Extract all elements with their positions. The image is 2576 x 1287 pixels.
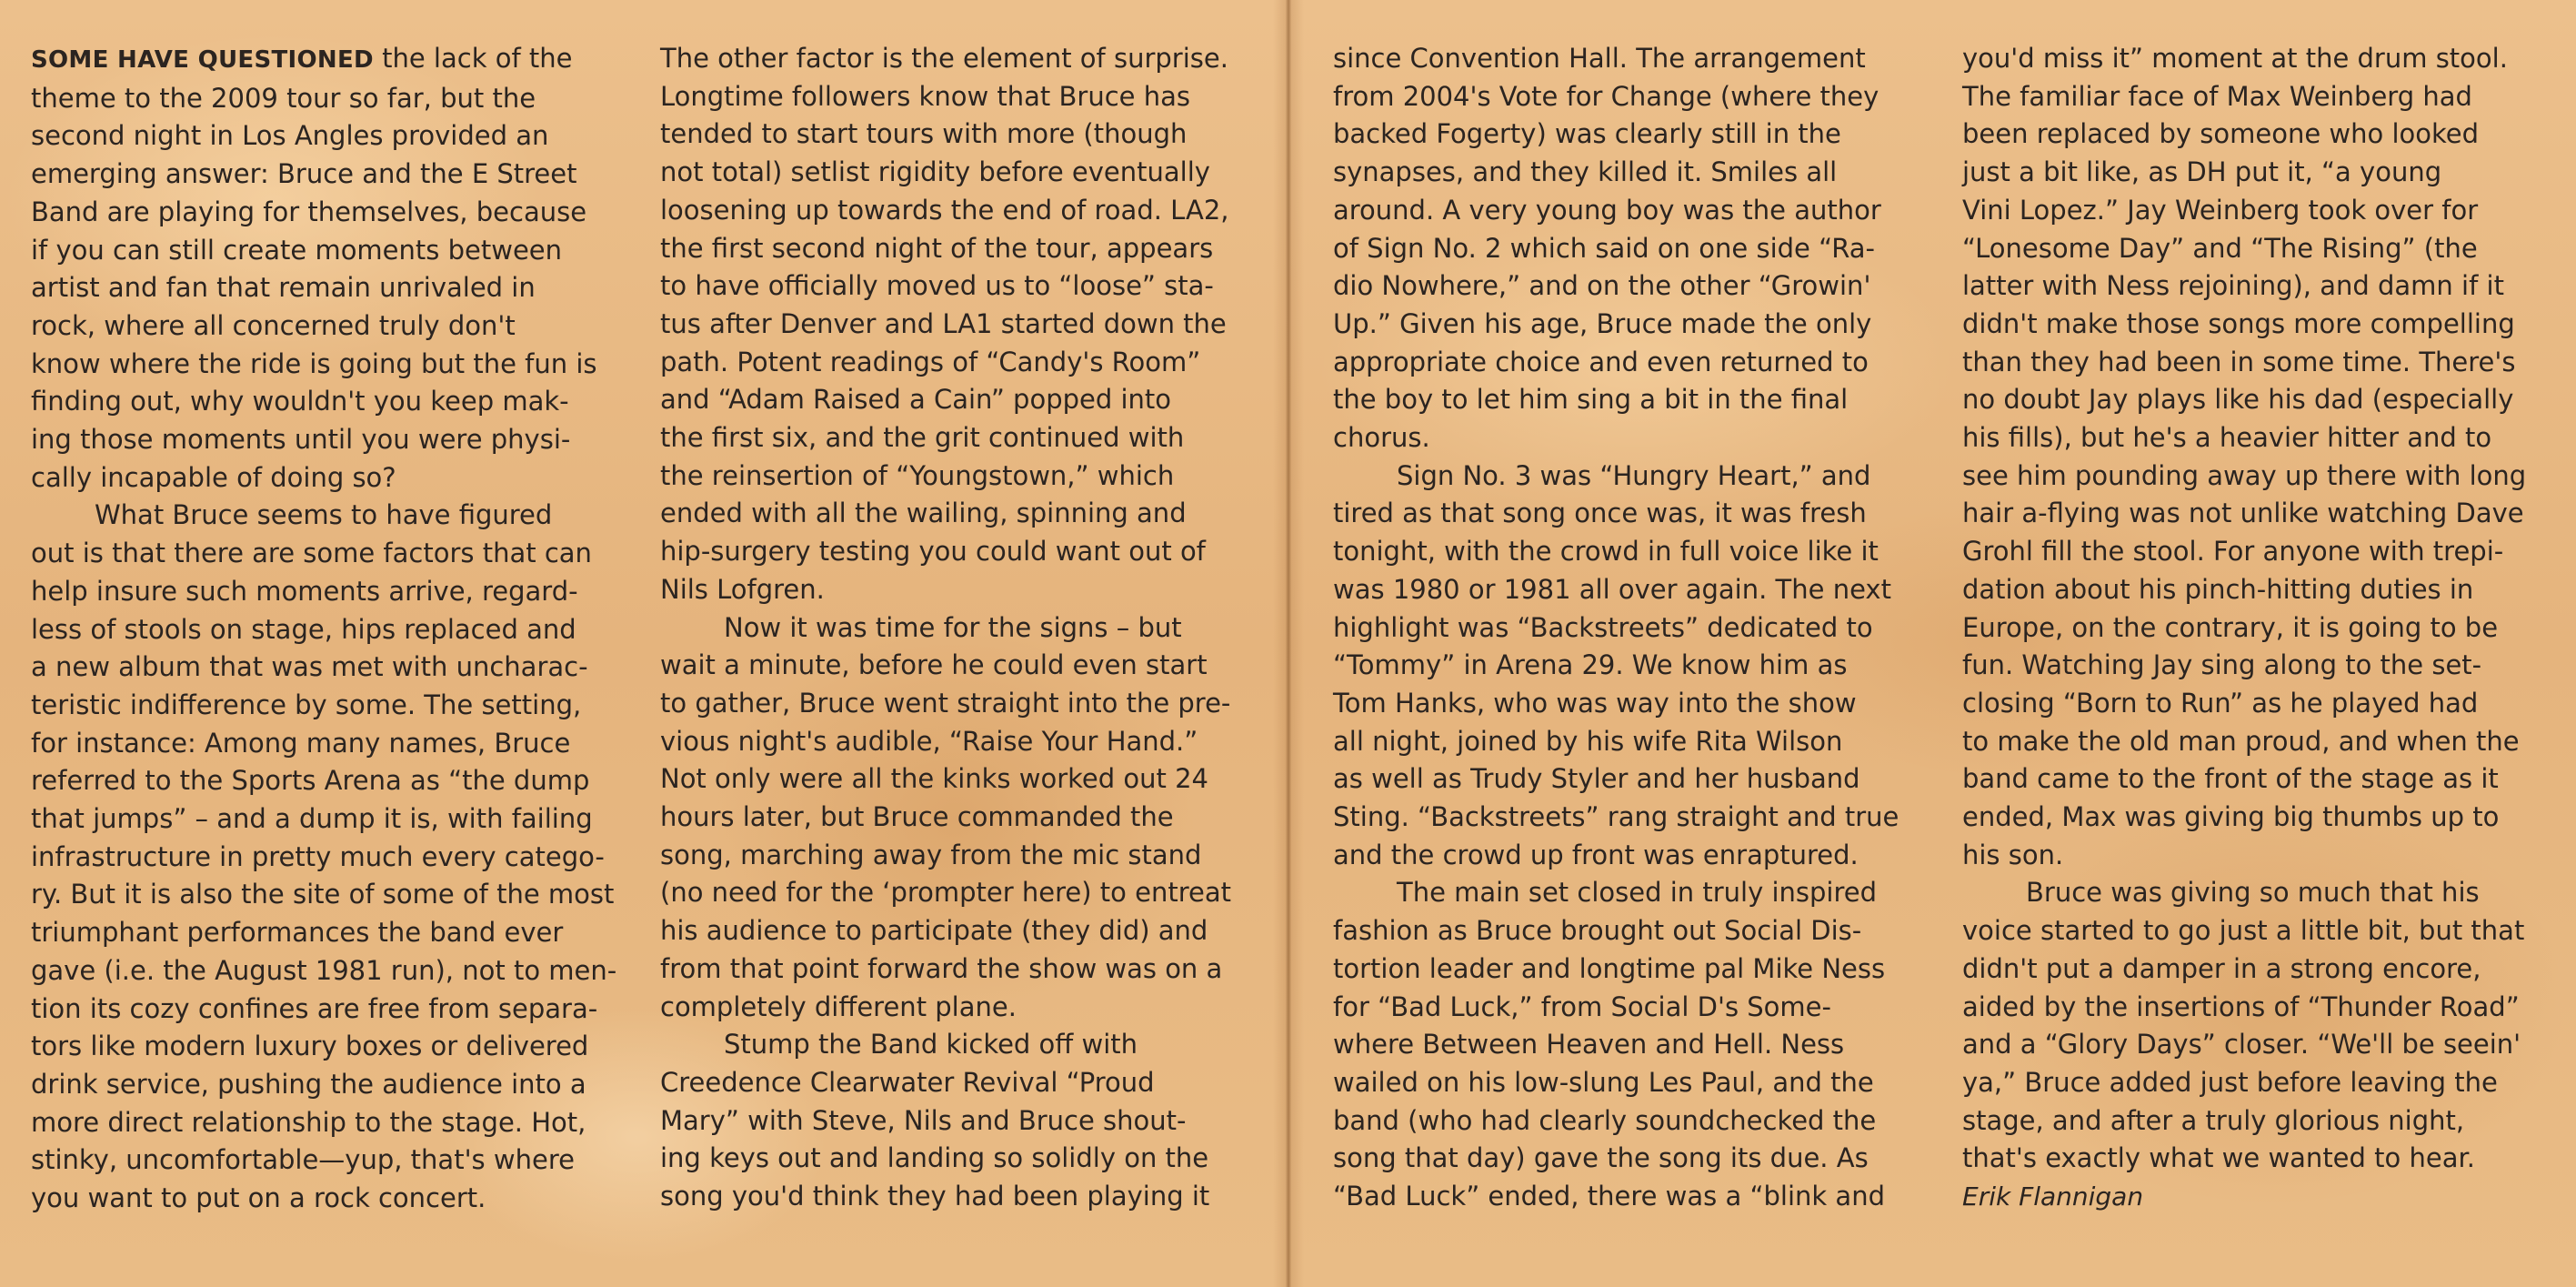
paragraph: The other factor is the element of surprise. Longtime followers know that Bruce has tended to start tours with more (though not total) setlist rigidity before eventually loosening up towards the end of road. LA2, the first second night of the tour, appears to have officially moved us to “loose” sta- tus after Denver and LA1 started down the path. Potent readings of “Candy's Room” and “Adam Raised a Cain” popped into the first six, and the grit continued with the reinsertion of “Youngstown,” which ended with all the wailing, spinning and hip-surgery testing you could want out of Nils Lofgren. xyxy=(660,43,1229,605)
page-gutter xyxy=(1273,0,1304,1287)
paragraph: Stump the Band kicked off with Creedence Clearwater Revival “Proud Mary” with Steve, Nils and Bruce shout- ing keys out and landing so solidly on the song you'd think they had been playing it xyxy=(660,1029,1210,1212)
article-column-1 xyxy=(31,40,620,1218)
author-byline: Erik Flannigan xyxy=(1962,1181,2144,1212)
lead-in-caps: SOME HAVE QUESTIONED xyxy=(31,46,374,74)
article-column-4 xyxy=(1962,40,2550,1216)
paragraph: Bruce was giving so much that his voice started to go just a little bit, but that didn't put a damper in a strong encore, aided by the insertions of “Thunder Road” and a “Glory Days” closer. “We'll be seein' ya,” Bruce added just before leaving the stage, and after a truly glorious night, that's exactly what we wanted to hear. xyxy=(1962,877,2525,1174)
paragraph: The main set closed in truly inspired fashion as Bruce brought out Social Dis- tortion leader and longtime pal Mike Ness for “Bad Luck,” from Social D's Some- where Between Heaven and Hell. Ness wailed on his low-slung Les Paul, and the band (who had clearly soundchecked the song that day) gave the song its due. As “Bad Luck” ended, there was a “blink and xyxy=(1333,877,1886,1212)
paragraph xyxy=(31,40,620,497)
paragraph: Sign No. 3 was “Hungry Heart,” and tired as that song once was, it was fresh tonight, with the crowd in full voice like it was 1980 or 1981 all over again. The next highlight was “Backstreets” dedicated to “Tommy” in Arena 29. We know him as Tom Hanks, who was way into the show all night, joined by his wife Rita Wilson as well as Trudy Styler and her husband Sting. “Backstreets” rang straight and true and the crowd up front was enraptured. xyxy=(1333,459,1899,870)
left-page xyxy=(0,0,1273,1287)
paragraph: since Convention Hall. The arrangement from 2004's Vote for Change (where they backed Fogerty) was clearly still in the synapses, and they killed it. Smiles all around. A very young boy was the author of Sign No. 2 which said on one side “Ra- dio Nowhere,” and on the other “Growin' Up.” Given his age, Bruce made the only appropriate choice and even returned to the boy to let him sing a bit in the final chorus. xyxy=(1333,43,1881,454)
paragraph: What Bruce seems to have figured out is that there are some factors that can help insure such moments arrive, regard- less of stools on stage, hips replaced and a new album that was met with uncharac- teristic indifference by some. The setting, for instance: Among many names, Bruce referred to the Sports Arena as “the dump that jumps” – and a dump it is, with failing infrastructure in pretty much every catego- ry. But it is also the site of some of the most triumphant performances the band ever gave (i.e. the August 1981 run), not to men- tion its cozy confines are free from separa- tors like modern luxury boxes or delivered drink service, pushing the audience into a more direct relationship to the stage. Hot, stinky, uncomfortable—yup, that's where you want to put on a rock concert. xyxy=(31,499,617,1214)
paragraph: Now it was time for the signs – but wait a minute, before he could even start to gather, Bruce went straight into the pre- vious night's audible, “Raise Your Hand.” Not only were all the kinks worked out 24 hours later, but Bruce commanded the song, marching away from the mic stand (no need for the ‘prompter here) to entreat his audience to participate (they did) and from that point forward the show was on a completely different plane. xyxy=(660,611,1231,1022)
article-column-2 xyxy=(660,40,1246,1216)
paragraph-text: the lack of the theme to the 2009 tour so far, but the second night in Los Angles provided an emerging answer: Bruce and the E Street Band are playing for themselves, because if you can still create moments between artist and fan that remain unrivaled in rock, where all concerned truly don't know where the ride is going but the fun is finding out, why wouldn't you keep mak- ing those moments until you were physi- cally incapable of doing so? xyxy=(31,43,597,493)
article-column-3 xyxy=(1333,40,1915,1216)
paragraph: you'd miss it” moment at the drum stool. The familiar face of Max Weinberg had been replaced by someone who looked just a bit like, as DH put it, “a young Vini Lopez.” Jay Weinberg took over for “Lonesome Day” and “The Rising” (the latter with Ness rejoining), and damn if it didn't make those songs more compelling than they had been in some time. There's no doubt Jay plays like his dad (especially his fills), but he's a heavier hitter and to see him pounding away up there with long hair a-flying was not unlike watching Dave Grohl fill the stool. For anyone with trepi- dation about his pinch-hitting duties in Europe, on the contrary, it is going to be fun. Watching Jay sing along to the set- closing “Born to Run” as he played had to make the old man proud, and when the band came to the front of the stage as it ended, Max was giving big thumbs up to his son. xyxy=(1962,43,2527,870)
